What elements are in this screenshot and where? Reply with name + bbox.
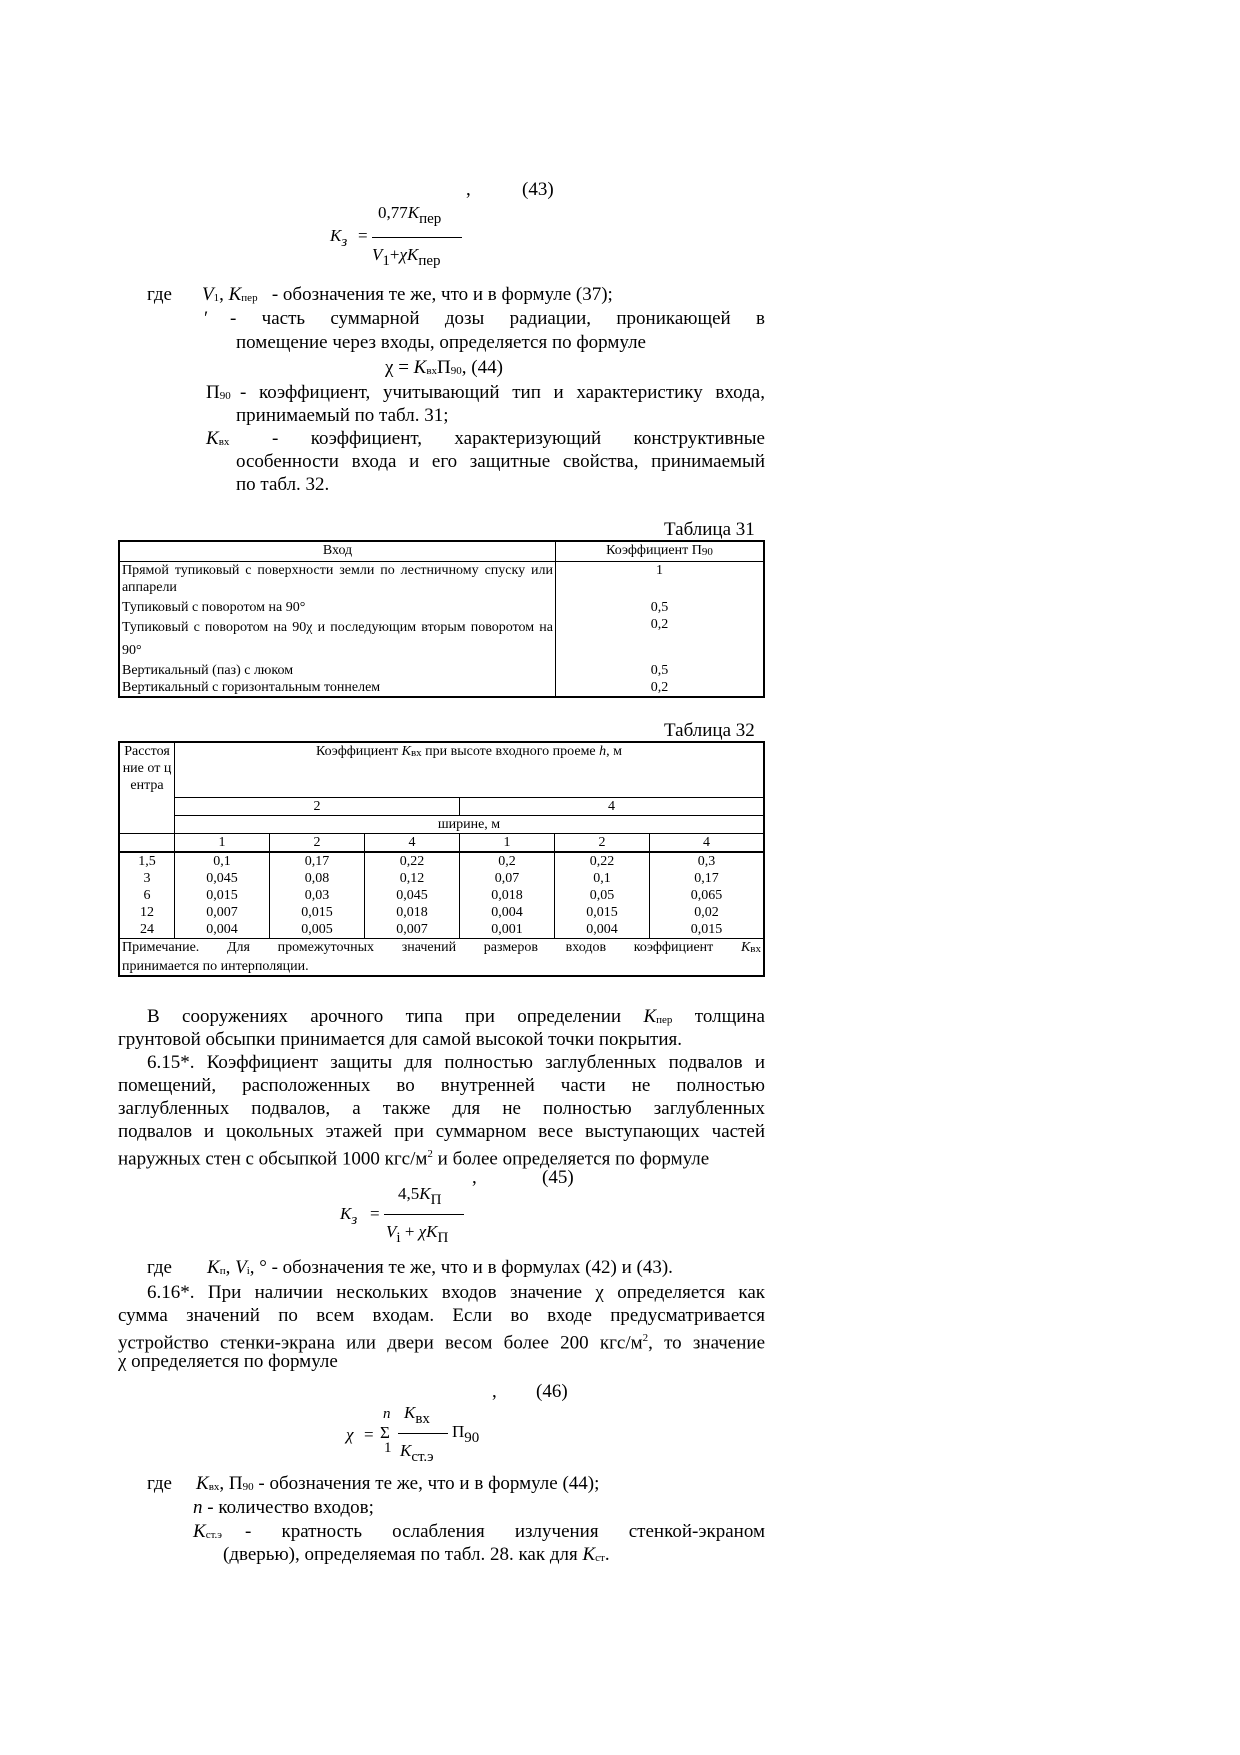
formula-46-p90: П90 xyxy=(452,1422,480,1446)
formula-43-numerator: 0,77Kпер xyxy=(378,203,442,227)
para-615-line4: подвалов и цокольных этажей при суммарном весе выступающих частей xyxy=(118,1121,765,1142)
table32-caption: Таблица 32 xyxy=(664,720,755,741)
kvx-symbol: Kвх xyxy=(206,428,230,449)
table32-col-h4-w1: 0,2 0,07 0,018 0,004 0,001 xyxy=(460,852,555,939)
where1-symbol: ʹ xyxy=(204,308,209,329)
table32-height-4: 4 xyxy=(460,797,765,815)
table32-height-2: 2 xyxy=(175,797,460,815)
where3-label: где xyxy=(147,1473,172,1494)
formula-46-number: (46) xyxy=(536,1381,568,1402)
para-arch-line2: грунтовой обсыпки принимается для самой высокой точки покрытия. xyxy=(118,1029,683,1050)
where2-label: где xyxy=(147,1257,172,1278)
formula-45-number: (45) xyxy=(542,1167,574,1188)
formula-45-lhs: Kз xyxy=(340,1204,358,1228)
para-615-line5: наружных стен с обсыпкой 1000 кгс/$м^2$ и более определяется по формуле xyxy=(118,1148,710,1170)
table31-entry-1: Прямой тупиковый с поверхности земли по лестничному спуску или аппарели xyxy=(122,563,553,595)
formula-43-number: (43) xyxy=(522,179,554,200)
table31-value-5: 0,2 xyxy=(650,680,669,695)
formula-43-fraction-line xyxy=(372,237,462,238)
formula-45-comma: , xyxy=(472,1167,477,1188)
table31-entry-5: Вертикальный с горизонтальным тоннелем xyxy=(122,680,381,695)
formula-45-denominator: Vi + χKП xyxy=(386,1222,449,1246)
table31-header-coef: Коэффициент П90 xyxy=(556,541,765,562)
table32-col-h4-w2: 0,22 0,1 0,05 0,015 0,004 xyxy=(555,852,650,939)
formula-43-comma: , xyxy=(466,179,471,200)
table31-value-4: 0,5 xyxy=(650,663,669,678)
para-615-line2: помещений, расположенных во внутренней части не полностью xyxy=(118,1075,765,1096)
table32-col-h2-w2: 0,17 0,08 0,03 0,015 0,005 xyxy=(270,852,365,939)
table32-width-label: ширине, м xyxy=(175,815,765,833)
table31-entry-4: Вертикальный (паз) с люком xyxy=(122,663,294,678)
table31-value-3: 0,2 xyxy=(650,617,669,632)
table32-col-h4-w4: 0,3 0,17 0,065 0,02 0,015 xyxy=(650,852,765,939)
para-616-line2: сумма значений по всем входам. Если во входе предусматривается xyxy=(118,1305,765,1326)
formula-46-sum-top: n xyxy=(383,1406,391,1422)
formula-43-denominator: V1+χKпер xyxy=(372,245,441,269)
where1-line2: - часть суммарной дозы радиации, проникающей в xyxy=(230,308,765,329)
formula-46-chi: χ xyxy=(346,1425,354,1444)
formula-46-fraction-line xyxy=(398,1433,448,1434)
p90-symbol: П90 xyxy=(206,382,231,403)
table32-col-h2-w4: 0,22 0,12 0,045 0,018 0,007 xyxy=(365,852,460,939)
table32-width-h2-1: 1 xyxy=(175,833,270,852)
para-615-line1: 6.15*. Коэффициент защиты для полностью заглубленных подвалов и xyxy=(147,1052,765,1073)
where3-line1: Kвх, П90 - обозначения те же, что и в формуле (44); xyxy=(196,1473,600,1494)
table31-caption: Таблица 31 xyxy=(664,519,755,540)
where3-kst-definition-cont: (дверью), определяемая по табл. 28. как для Kст. xyxy=(223,1544,610,1565)
p90-definition-cont: принимаемый по табл. 31; xyxy=(236,405,449,426)
kvx-definition-cont: особенности входа и его защитные свойства, принимаемый xyxy=(236,451,765,472)
para-615-line3: заглубленных подвалов, а также для не полностью заглубленных xyxy=(118,1098,765,1119)
para-616-line1: 6.16*. При наличии нескольких входов значение χ определяется как xyxy=(147,1282,765,1303)
table32-col-h2-w1: 0,1 0,045 0,015 0,007 0,004 xyxy=(175,852,270,939)
table32-note: Примечание. Для промежуточных значений размеров входов коэффициент Kвх принимается по интерполяции. xyxy=(119,938,764,976)
table32 xyxy=(118,741,765,977)
table32-width-h4-2: 2 xyxy=(555,833,650,852)
p90-definition: - коэффициент, учитывающий тип и характеристику входа, xyxy=(240,382,765,403)
where-label: где xyxy=(147,284,172,305)
table31-value-2: 0,5 xyxy=(650,600,669,615)
table32-width-h2-4: 4 xyxy=(365,833,460,852)
para-616-line4: χ определяется по формуле xyxy=(118,1351,338,1372)
kvx-definition-cont2: по табл. 32. xyxy=(236,474,330,495)
formula-43-eq: = xyxy=(358,226,368,245)
where1-line1: V1, Kпер - обозначения те же, что и в формуле (37); xyxy=(202,284,613,305)
table32-header-coef: Коэффициент Kвх при высоте входного проеме h, м xyxy=(175,742,765,797)
where3-kst-definition: - кратность ослабления излучения стенкой-экраном xyxy=(245,1521,765,1542)
table31-header-entry: Вход xyxy=(119,541,556,562)
table31-entry-2: Тупиковый с поворотом на 90° xyxy=(122,600,306,615)
formula-45-numerator: 4,5KП xyxy=(398,1184,442,1208)
formula-46-numerator: Kвх xyxy=(404,1403,430,1427)
formula-46-eq: = xyxy=(364,1425,374,1444)
formula-43-lhs: Kз xyxy=(330,226,348,250)
where1-line3: помещение через входы, определяется по формуле xyxy=(236,332,646,353)
table31 xyxy=(118,540,765,698)
table32-width-h4-1: 1 xyxy=(460,833,555,852)
formula-44: χ = KвхП90, (44) xyxy=(385,357,503,378)
table32-width-h2-2: 2 xyxy=(270,833,365,852)
formula-45-eq: = xyxy=(370,1204,380,1223)
para-616-line3: устройство стенки-экрана или двери весом более 200 кгс/$м^2$, то значение xyxy=(118,1332,766,1354)
formula-46-denominator: Kст.э xyxy=(400,1441,434,1465)
para-arch-line1: В сооружениях арочного типа при определении Kпер толщина xyxy=(147,1006,765,1027)
formula-46-sum: Σ xyxy=(380,1423,390,1442)
kvx-definition: - коэффициент, характеризующий конструктивные xyxy=(272,428,765,449)
formula-45-fraction-line xyxy=(384,1214,464,1215)
where3-kst-symbol: Kст.э xyxy=(193,1521,223,1542)
table32-distances: 1,5 3 6 12 24 xyxy=(119,852,175,939)
table32-width-h4-4: 4 xyxy=(650,833,765,852)
table32-header-distance: Расстояние от центра xyxy=(119,742,175,833)
where3-line2: n - количество входов; xyxy=(193,1497,374,1518)
where2-line: Kп, Vi, ° - обозначения те же, что и в формулах (42) и (43). xyxy=(207,1257,673,1278)
formula-46-comma: , xyxy=(492,1381,497,1402)
formula-46-sum-bottom: 1 xyxy=(384,1440,392,1456)
table31-entry-3: Тупиковый с поворотом на 90χ и последующим вторым поворотом на 90° xyxy=(122,620,553,658)
table31-value-1: 1 xyxy=(656,563,663,578)
